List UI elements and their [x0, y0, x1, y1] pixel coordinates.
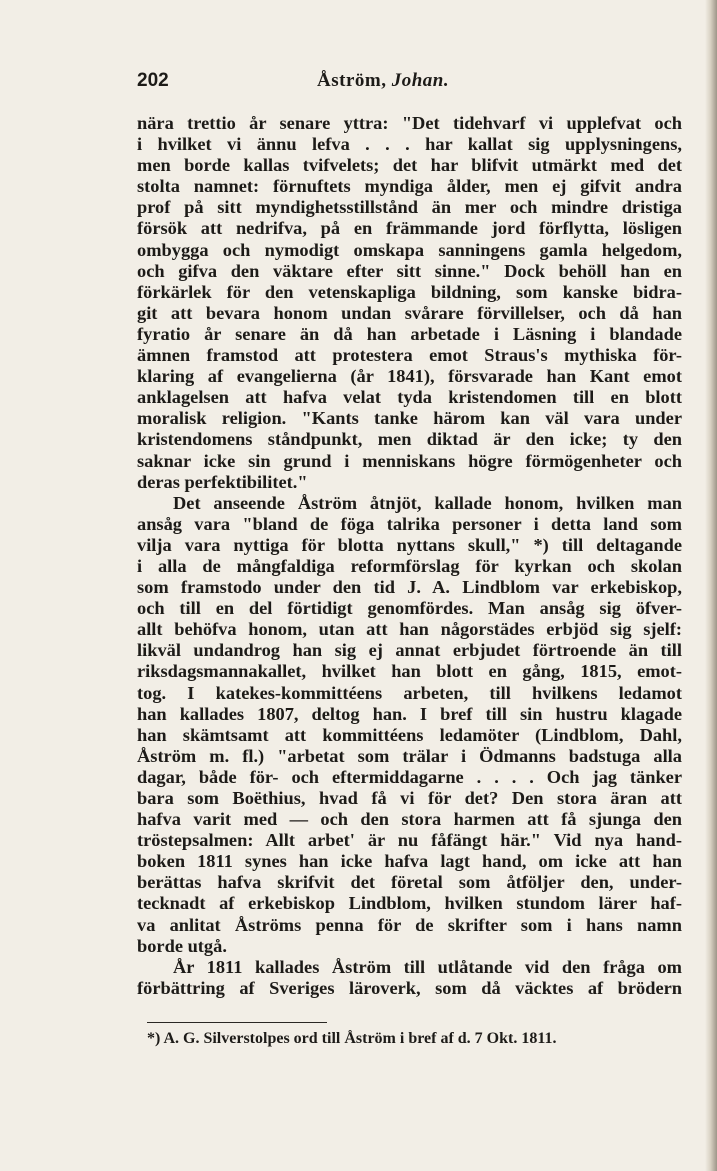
text-line: men borde kallas tvifvelets; det har blifvit utmärkt med det [137, 155, 682, 176]
text-line: ansåg vara "bland de föga talrika personer i detta land som [137, 513, 682, 534]
page-header [137, 70, 682, 96]
text-line: prof på sitt myndighetsstillstånd än mer och mindre dristiga [137, 197, 682, 218]
paragraph-3 [137, 957, 682, 999]
text-line: och till en del förtidigt genomfördes. Man ansåg sig öfver- [137, 598, 682, 619]
text-line: i alla de mångfaldiga reformförslag för kyrkan och skolan [137, 555, 682, 576]
text-line: borde utgå. [137, 935, 227, 956]
text-line: va anlitat Åströms penna för de skrifter som i hans namn [137, 914, 682, 935]
text-line: hafva varit med — och den stora harmen att få sjunga den [137, 809, 682, 830]
text-line: kristendomens ståndpunkt, men diktad är den icke; ty den [137, 429, 682, 450]
text-line: bara som Boëthius, hvad få vi för det? Den stora äran att [137, 788, 682, 808]
running-head-surname: Åström, [317, 70, 387, 91]
text-line: tog. I katekes-kommittéens arbeten, till hvilkens ledamot [137, 682, 682, 703]
running-head-given: Johan. [391, 70, 450, 91]
text-line: försök att nedrifva, på en främmande jord förflytta, lösligen [137, 218, 682, 239]
text-line: tecknadt af erkebiskop Lindblom, hvilken stundom lärer haf- [137, 893, 682, 914]
text-line: dagar, både för- och eftermiddagarne . . . . Och jag tänker [137, 766, 682, 787]
text-line: boken 1811 synes han icke hafva lagt hand, om icke att han [137, 851, 682, 872]
page-edge [705, 0, 717, 1171]
text-line: han skämtsamt att kommittéens ledamöter (Lindblom, Dahl, [137, 724, 682, 745]
footnote: *) A. G. Silverstolpes ord till Åström i bref af d. 7 Okt. 1811. [147, 1030, 557, 1047]
text-line: klaring af evangelierna (år 1841), försvarade han Kant emot [137, 366, 682, 387]
text-line: likväl undandrog han sig ej annat erbjudet förtroende än till [137, 640, 682, 661]
text-line: nära trettio år senare yttra: "Det tidehvarf vi upplefvat och [137, 113, 682, 133]
text-line: förbättring af Sveriges läroverk, som då väcktes af brödern [137, 977, 682, 998]
text-line: ämnen framstod att protestera emot Straus's mythiska för- [137, 345, 682, 366]
text-line: vilja vara nyttiga för blotta nyttans skull," *) till deltagande [137, 534, 682, 555]
text-line: riksdagsmannakallet, hvilket han blott en gång, 1815, emot- [137, 661, 682, 682]
text-line: och gifva den väktare efter sitt sinne." Dock behöll han en [137, 260, 682, 281]
page-number: 202 [137, 70, 169, 91]
text-line: tröstepsalmen: Allt arbet' är nu fåfängt här." Vid nya hand- [137, 830, 682, 851]
text-line: i hvilket vi ännu lefva . . . har kallat sig upplysningens, [137, 134, 682, 155]
paragraph-2 [137, 493, 682, 957]
text-line: Det anseende Åström åtnjöt, kallade honom, hvilken man [173, 492, 682, 513]
text-line: allt behöfva honom, utan att han någorstädes erbjöd sig sjelf: [137, 619, 682, 640]
body-text [137, 113, 682, 999]
text-line: berättas hafva skrifvit det företal som åtföljer den, under- [137, 872, 682, 893]
footnote-rule [147, 1022, 327, 1023]
paragraph-1 [137, 113, 682, 493]
running-head [317, 70, 449, 92]
text-line: förkärlek för den vetenskapliga bildning, som kanske bidra- [137, 281, 682, 302]
text-line: deras perfektibilitet." [137, 471, 308, 492]
text-line: ombygga och nymodigt omskapa sanningens gamla helgedom, [137, 239, 682, 260]
text-line: fyratio år senare än då han arbetade i Läsning i blandade [137, 323, 682, 344]
text-line: git att bevara honom undan svårare förvillelser, och då han [137, 302, 682, 323]
text-line: han kallades 1807, deltog han. I bref till sin hustru klagade [137, 703, 682, 724]
text-line: anklagelsen att hafva velat tyda kristendomen till en blott [137, 387, 682, 408]
text-line: moralisk religion. "Kants tanke härom kan väl vara under [137, 408, 682, 429]
text-line: stolta namnet: förnuftets myndiga ålder, men ej gifvit andra [137, 176, 682, 197]
text-line: som framstodo under den tid J. A. Lindblom var erkebiskop, [137, 577, 682, 598]
text-line: saknar icke sin grund i menniskans högre förmögenheter och [137, 450, 682, 471]
text-line: År 1811 kallades Åström till utlåtande vid den fråga om [173, 956, 682, 977]
text-line: Åström m. fl.) "arbetat som trälar i Ödmanns badstuga alla [137, 745, 682, 766]
